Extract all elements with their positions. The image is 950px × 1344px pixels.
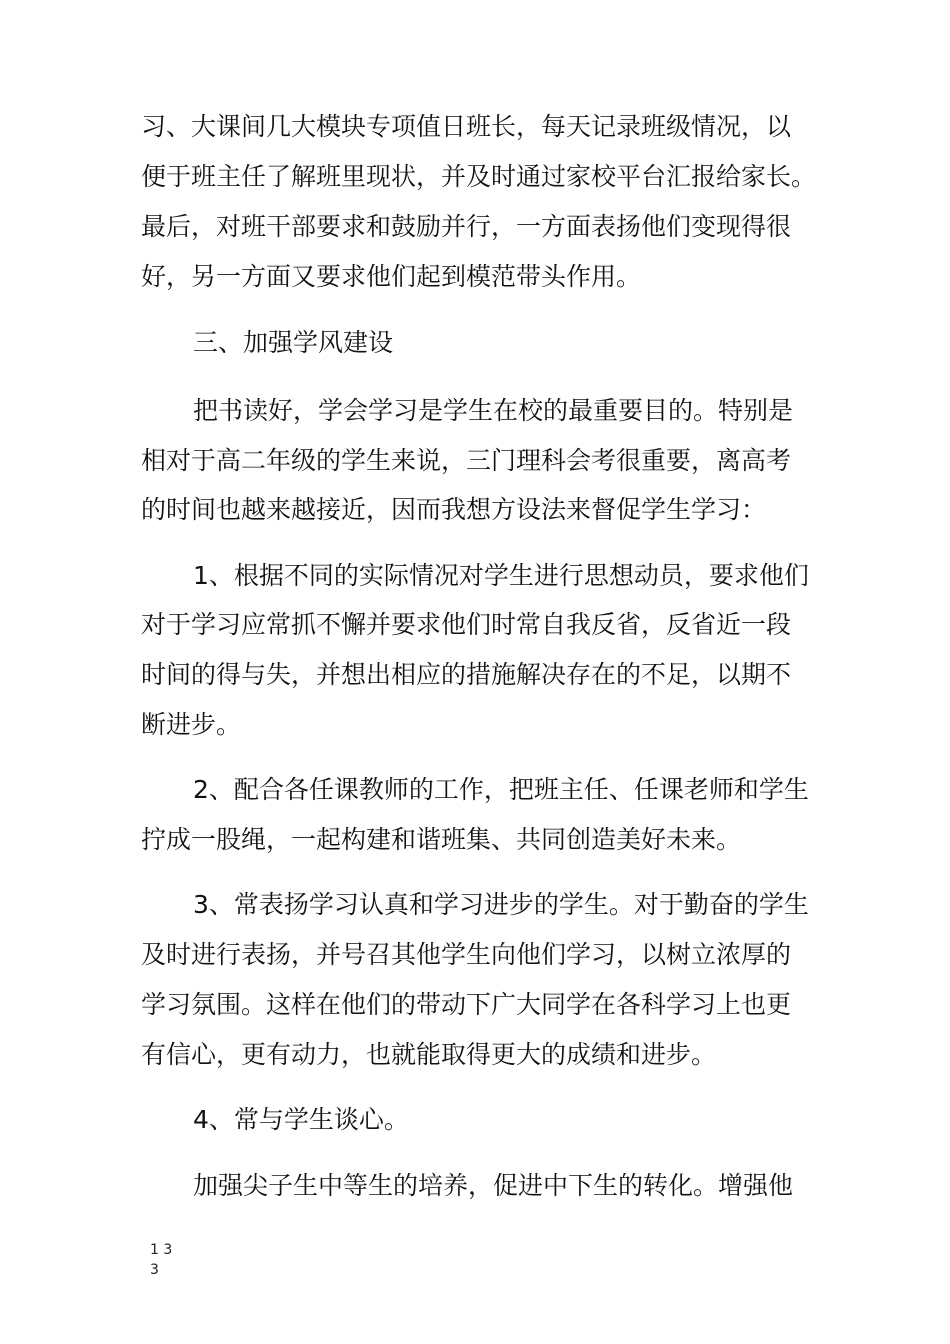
text-line: 最后，对班干部要求和鼓励并行，一方面表扬他们变现得很 bbox=[141, 212, 792, 241]
text-line: 习、大课间几大模块专项值日班长，每天记录班级情况，以 bbox=[141, 112, 792, 141]
section-heading: 三、加强学风建设 bbox=[193, 328, 394, 357]
page-number: 3 bbox=[150, 1262, 159, 1278]
page-number: 1 3 bbox=[150, 1242, 173, 1258]
text-line: 对于学习应常抓不懈并要求他们时常自我反省，反省近一段 bbox=[141, 610, 792, 639]
list-item-line: 4、常与学生谈心。 bbox=[193, 1105, 409, 1134]
text-line: 有信心，更有动力，也就能取得更大的成绩和进步。 bbox=[141, 1040, 717, 1069]
list-item-line: 2、配合各任课教师的工作，把班主任、任课老师和学生 bbox=[193, 775, 809, 804]
list-item-line: 3、常表扬学习认真和学习进步的学生。对于勤奋的学生 bbox=[193, 890, 809, 919]
text-line: 断进步。 bbox=[141, 710, 242, 739]
text-line: 把书读好，学会学习是学生在校的最重要目的。特别是 bbox=[193, 396, 794, 425]
text-line: 相对于高二年级的学生来说，三门理科会考很重要，离高考 bbox=[141, 446, 792, 475]
text-line: 好，另一方面又要求他们起到模范带头作用。 bbox=[141, 262, 642, 291]
text-line: 便于班主任了解班里现状，并及时通过家校平台汇报给家长。 bbox=[141, 162, 817, 191]
text-line: 学习氛围。这样在他们的带动下广大同学在各科学习上也更 bbox=[141, 990, 792, 1019]
text-line: 拧成一股绳，一起构建和谐班集、共同创造美好未来。 bbox=[141, 825, 742, 854]
text-line: 加强尖子生中等生的培养，促进中下生的转化。增强他 bbox=[193, 1171, 794, 1200]
text-line: 及时进行表扬，并号召其他学生向他们学习，以树立浓厚的 bbox=[141, 940, 792, 969]
list-item-line: 1、根据不同的实际情况对学生进行思想动员，要求他们 bbox=[193, 561, 809, 590]
text-line: 的时间也越来越接近，因而我想方设法来督促学生学习： bbox=[141, 495, 767, 524]
text-line: 时间的得与失，并想出相应的措施解决存在的不足，以期不 bbox=[141, 660, 792, 689]
